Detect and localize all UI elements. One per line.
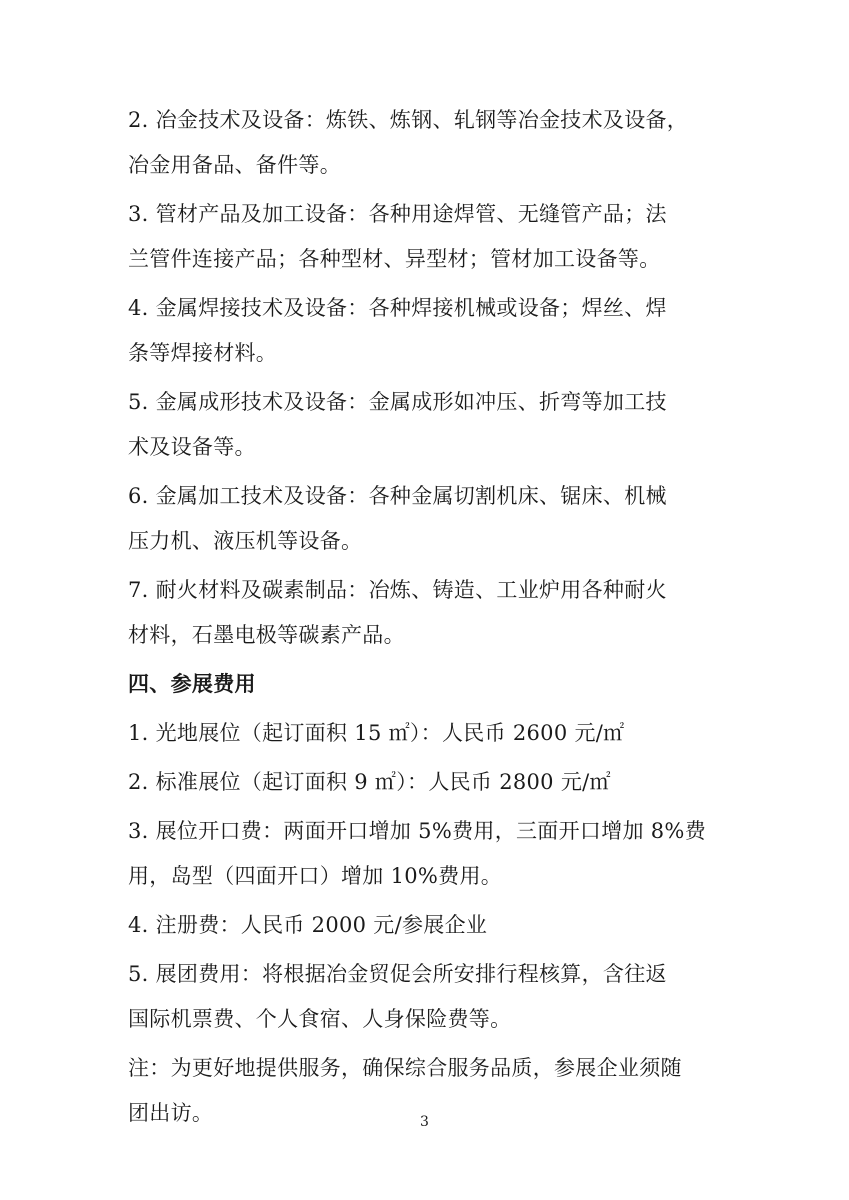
item-6-line-2: 压力机、液压机等设备。 (128, 529, 363, 553)
fee-item-2: 2. 标准展位（起订面积 9 ㎡）：人民币 2800 元/㎡ (128, 770, 611, 794)
item-7-line-1: 7. 耐火材料及碳素制品：冶炼、铸造、工业炉用各种耐火 (128, 578, 667, 602)
fee-item-3-line-2: 用，岛型（四面开口）增加 10%费用。 (128, 864, 503, 888)
item-3-line-1: 3. 管材产品及加工设备：各种用途焊管、无缝管产品；法 (128, 202, 667, 226)
fee-item-5-line-2: 国际机票费、个人食宿、人身保险费等。 (128, 1007, 512, 1031)
item-5-line-2: 术及设备等。 (128, 435, 256, 459)
item-3-line-2: 兰管件连接产品；各种型材、异型材；管材加工设备等。 (128, 247, 661, 271)
item-2-line-2: 冶金用备品、备件等。 (128, 153, 341, 177)
fee-item-4: 4. 注册费：人民币 2000 元/参展企业 (128, 913, 488, 937)
fee-item-1: 1. 光地展位（起订面积 15 ㎡）：人民币 2600 元/㎡ (128, 721, 625, 745)
item-4-line-2: 条等焊接材料。 (128, 341, 278, 365)
fee-item-5-line-1: 5. 展团费用：将根据冶金贸促会所安排行程核算，含往返 (128, 962, 667, 986)
item-7-line-2: 材料，石墨电极等碳素产品。 (128, 623, 405, 647)
note-line-2: 团出访。 (128, 1101, 214, 1125)
item-4-line-1: 4. 金属焊接技术及设备：各种焊接机械或设备；焊丝、焊 (128, 296, 667, 320)
page-number: 3 (420, 1114, 429, 1130)
note-line-1: 注：为更好地提供服务，确保综合服务品质，参展企业须随 (128, 1056, 682, 1080)
section-heading-fees: 四、参展费用 (128, 671, 256, 696)
item-5-line-1: 5. 金属成形技术及设备：金属成形如冲压、折弯等加工技 (128, 390, 667, 414)
item-2-line-1: 2. 冶金技术及设备：炼铁、炼钢、轧钢等冶金技术及设备， (128, 108, 689, 132)
item-6-line-1: 6. 金属加工技术及设备：各种金属切割机床、锯床、机械 (128, 484, 667, 508)
document-body (128, 107, 728, 1126)
fee-item-3-line-1: 3. 展位开口费：两面开口增加 5%费用，三面开口增加 8%费 (128, 819, 706, 843)
